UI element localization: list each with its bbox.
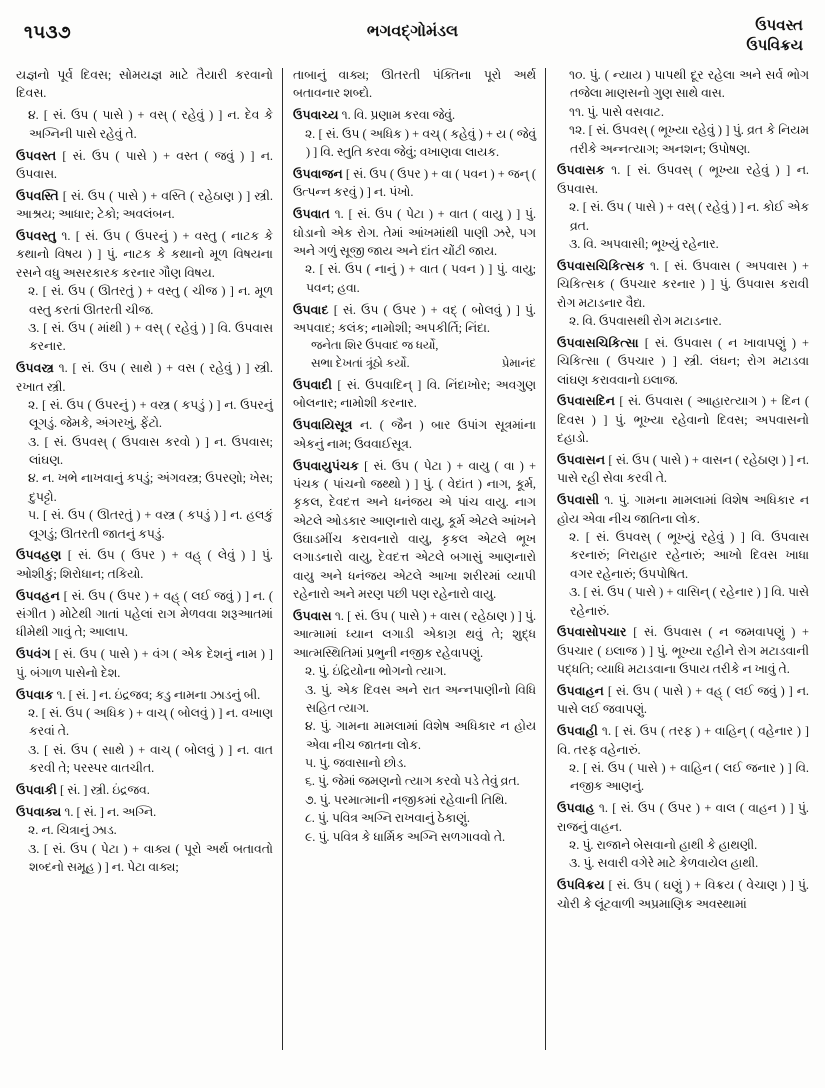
dictionary-entry: [557, 257, 809, 331]
entry-sense: ૩. [ સં. ઉપ ( પેટા ) + વાક્ય ( પૂરો અર્થ બતાવતો શબ્દનો સમૂહ ) ] ન. પેટા વાક્ય;: [28, 841, 273, 874]
entry-definition: [ સં. ઉપવાસ ( ન ખાવાપણું ) + ચિકિત્સા ( ઉપચાર ) ] સ્ત્રી. લંઘન; રોગ મટાડવા લાંઘણ કરાવવાનો ઇલાજ.: [557, 335, 809, 387]
entry-sense: ૩. [ સં. ઉપવસ્ ( ઉપવાસ કરવો ) ] ન. ઉપવાસ; લાંઘણ.: [28, 434, 273, 467]
entry-definition: [ સં. ઉપ ( ઉપર ) + વહ્ ( લઈ જવું ) ] ન. ( સંગીત ) મોટેથી ગાતાં પહેલાં રાગ મેળવવા શરૂઆતમાં ધીમેથી ગાવું તે; આલાપ.: [16, 588, 273, 640]
sense-group: [557, 66, 809, 158]
dictionary-entry: [293, 376, 536, 413]
entry-sense: ૪. પું. ગામના મામલામાં વિશેષ અધિકાર ન હોય એવા નીચ જાતના લોક.: [304, 719, 537, 752]
entry-first-line: [16, 227, 273, 282]
sense-group: [16, 106, 273, 143]
entry-continuation: [293, 66, 536, 103]
column-1: [16, 66, 282, 1076]
dictionary-entry: [16, 781, 273, 799]
dictionary-entry: [557, 876, 809, 913]
entry-first-line: [16, 686, 273, 704]
entry-definition: [ સં. ઉપ ( પેટા ) + વાયુ ( વા ) + પંચક ( પાંચનો જથ્થો ) ] પું. ( વેદાંત ) નાગ, કૂર્મ, કૃકલ, દેવદત્ત અને ધનંજય એ પાંચ વાયુ. નાગ એટલે ઓડકાર આણનારો વાયુ, કૂર્મ એટલે આંખને ઉઘાડમીંચ કરાવનારો વાયુ, કૃકલ એટલે ભૂખ લગાડનારો વાયુ, દેવદત્ત એટલે બગાસું આણનારો વાયુ અને ધનંજય એટલે આખા શરીરમાં વ્યાપી રહેનારો અને મરણ પછી પણ રહેનારો વાયુ.: [292, 458, 537, 602]
entry-first-line: [16, 147, 273, 184]
dictionary-entry: [293, 416, 536, 453]
entry-headword[interactable]: ઉપવાક: [16, 687, 54, 702]
entry-sense: ૨. [ સં. ઉપ ( અધિક ) + વચ્ ( કહેવું ) + ય ( જેવું ) ] વિ. સ્તુતિ કરવા જેવું; વખાણવા લાયક.: [304, 126, 537, 159]
entry-definition: [ સં. ઉપ ( ઉપર ) + વહ્ ( લેવું ) ] પું. ઓશીકું; શિરોધાન; તકિયો.: [16, 548, 273, 581]
entry-headword[interactable]: ઉપવાહ: [557, 801, 595, 816]
page-number: ૧૫૩૭: [24, 22, 72, 42]
entry-sense: ૬. પું. જેમાં જમણનો ત્યાગ કરવો પડે તેવું વ્રત.: [304, 774, 520, 789]
entry-headword[interactable]: ઉપવાચ્ય: [292, 108, 339, 123]
continuation-line: યજ્ઞનો પૂર્વ દિવસ; સોમયજ્ઞ માટે તૈયારી કરવાનો દિવસ.: [16, 68, 273, 101]
entry-headword[interactable]: ઉપવાહી: [557, 724, 599, 739]
entry-first-line: [16, 645, 273, 682]
dictionary-entry: [16, 359, 273, 543]
dictionary-entry: [557, 161, 809, 253]
dictionary-entry: [293, 106, 536, 161]
entry-first-line: [16, 187, 273, 224]
entry-sense: ૩. [ સં. ઉપ ( માંથી ) + વસ્ ( રહેવું ) ] વિ. ઉપવાસ કરનાર.: [28, 320, 273, 354]
dictionary-entry: [293, 607, 536, 846]
entry-headword[interactable]: ઉપવાત: [292, 207, 330, 222]
entry-sense: ૨. વિ. ઉપવાસથી રોગ મટાડનાર.: [569, 313, 722, 328]
entry-sense: ૨. [ સં. ઉપ ( અધિક ) + વાચ્ ( બોલવું ) ] ન. વખાણ કરવાં તે.: [28, 705, 273, 739]
entry-definition: [ સં. ઉપ ( પાસે ) + વંગ ( એક દેશનું નામ ) ] પું. બંગાળ પાસેનો દેશ.: [16, 647, 273, 680]
entry-definition: [ સં. ઉપ ( પાસે ) + વહ્ ( લઈ જવું ) ] ન. પાસે લઈ જવાપણું.: [557, 684, 809, 717]
entry-headword[interactable]: ઉપવાસી: [557, 493, 600, 508]
dictionary-entry: [293, 457, 536, 604]
dictionary-entry: [16, 147, 273, 184]
column-3: [546, 66, 809, 1076]
dictionary-entry: [16, 227, 273, 356]
entry-sense: ૭. પું. પરમાત્માની નજીકમાં રહેવાની તિથિ.: [304, 792, 508, 807]
entry-sense: ૨. [ સં. ઉપ ( ઊતરતું ) + વસ્તુ ( ચીજ ) ] ન. મૂળ વસ્તુ કરતાં ઊતરતી ચીજ.: [28, 284, 273, 317]
entry-first-line: [293, 106, 536, 124]
entry-citation: [293, 337, 536, 372]
entry-sense: ૪. ન. ખભે નાખવાનું કપડું; અંગવસ્ત્ર; ઉપરણો; ખેસ; દુપટ્ટો.: [28, 471, 273, 504]
entry-definition: ૧. [ સં. ] ન. ઇંદ્રજવ; કડુ નામના ઝાડનું બી.: [53, 687, 261, 702]
entry-first-line: [16, 587, 273, 642]
entry-first-line: [557, 623, 809, 678]
entry-sense: ૨. પું. રાજાને બેસવાનો હાથી કે હાથણી.: [569, 838, 758, 852]
entry-first-line: [293, 416, 536, 453]
entry-headword[interactable]: ઉપવાસચિકિત્સક: [557, 258, 645, 273]
entry-continuation: [16, 66, 273, 103]
dictionary-entry: [557, 722, 809, 796]
entry-headword[interactable]: ઉપવાસન: [557, 453, 606, 467]
book-title: ભગવદ્ગોમંડલ: [366, 23, 459, 40]
dictionary-entry: [16, 546, 273, 583]
entry-headword[interactable]: ઉપવાહન: [557, 684, 604, 698]
citation-line: સભા દેખતાં ત્રૂંઠો કર્યો. પ્રેમાનંદ: [311, 355, 536, 373]
entry-definition: ૧. [ સં. ઉપ ( ઉપર ) + વાલ ( વાહન ) ] પું. રાજનું વાહન.: [557, 801, 809, 834]
dictionary-entry: [557, 799, 809, 873]
dictionary-entry: [16, 187, 273, 224]
entry-first-line: [557, 876, 809, 913]
entry-first-line: [557, 392, 809, 447]
entry-sense: ૨. પું. ઇંદ્રિયોના ભોગનો ત્યાગ.: [304, 664, 447, 679]
dictionary-entry: [557, 334, 809, 389]
entry-first-line: [293, 376, 536, 413]
entry-first-line: [557, 491, 809, 528]
entry-definition: ન. ( જૈન ) બાર ઉપાંગ સૂત્રમાંના એકનું નામ; ઉવવાઈસૂત્ર.: [292, 418, 537, 451]
entry-first-line: [293, 607, 536, 662]
entry-first-line: [293, 205, 536, 260]
entry-first-line: [293, 301, 536, 338]
column-container: [16, 66, 809, 1076]
entry-first-line: [557, 722, 809, 759]
sense-line: ૧૧. પું. પાસે વસવાટ.: [569, 104, 664, 119]
dictionary-entry: [16, 686, 273, 778]
entry-first-line: [16, 803, 273, 821]
running-head: [16, 14, 809, 66]
dictionary-entry: [16, 645, 273, 682]
guide-word-first: ઉપવસ્ત: [755, 18, 803, 34]
dictionary-entry: [293, 205, 536, 297]
entry-definition: ૧. [ સં. ઉપ ( ઉપરનું ) + વસ્તુ ( નાટક કે કથાનો વિષય ) ] પું. નાટક કે કથાનો મૂળ વિષયના રસને વધુ અસરકારક કરનાર ગૌણ વિષય.: [16, 229, 273, 280]
entry-definition: ૧. પું. ગામના મામલામાં વિશેષ અધિકાર ન હોય એવા નીચ જાતિના લોક.: [557, 493, 809, 526]
dictionary-entry: [16, 587, 273, 642]
dictionary-entry: [293, 165, 536, 202]
citation-line: જનેતા શિર ઉપવાદ જ ધર્યો,: [310, 338, 439, 353]
entry-definition: ૧. [ સં. ઉપ ( પાસે ) + વાસ ( રહેઠાણ ) ] પું. આત્મામાં ધ્યાન લગાડી એકાગ્ર થવું તે; શુદ્ધ આત્મસ્થિતિમાં પ્રભુની નજીક રહેવાપણું.: [292, 609, 537, 660]
entry-headword[interactable]: ઉપવાક્ય: [16, 804, 62, 819]
entry-headword[interactable]: ઉપવિક્રય: [557, 878, 605, 893]
entry-sense: ૩. પું. એક દિવસ અને રાત અન્નપાણીનો વિધિ સહિત ત્યાગ.: [304, 682, 537, 715]
entry-first-line: [557, 257, 809, 312]
entry-definition: [ સં. ઉપ ( પાસે ) + વસ્તિ ( રહેઠાણ ) ] સ્ત્રી. આશ્રય; આધાર; ટેકો; અવલંબન.: [16, 188, 273, 222]
entry-sense: ૩. [ સં. ઉપ ( સાથે ) + વાચ્ ( બોલવું ) ] ન. વાત કરવી તે; પરસ્પર વાતચીત.: [28, 742, 273, 775]
entry-first-line: [293, 457, 536, 604]
entry-headword[interactable]: ઉપવહણ: [16, 548, 62, 563]
entry-headword[interactable]: ઉપવહન: [16, 588, 60, 603]
column-2: [283, 66, 545, 1076]
entry-sense: ૨. [ સં. ઉપ ( ઉપરનું ) + વસ્ત્ર ( કપડું ) ] ન. ઉપરનું લૂગડું. જેમકે, અંગરખું, ફેંટો.: [28, 397, 273, 431]
dictionary-entry: [16, 803, 273, 877]
entry-first-line: [557, 334, 809, 389]
dictionary-entry: [557, 451, 809, 488]
entry-headword[interactable]: ઉપવાજન: [292, 166, 343, 181]
entry-definition: ૧. [ સં. ઉપ ( તરફ ) + વાહિન્ ( વહેનાર ) ] વિ. તરફ વહેનારું.: [557, 724, 809, 757]
entry-headword[interactable]: ઉપવાદ: [292, 302, 329, 317]
entry-headword[interactable]: ઉપવાસચિકિત્સા: [557, 335, 639, 350]
sense-line: ૧૨. [ સં. ઉપવસ્ ( ભૂખ્યા રહેવું ) ] પું. વ્રત કે નિયમ તરીકે અન્નત્યાગ; અનશન; ઉપોષણ.: [569, 123, 809, 156]
guide-word-last: ઉપવિક્રય: [746, 38, 803, 55]
entry-headword[interactable]: ઉપવાસોપચાર: [557, 625, 627, 640]
entry-first-line: [293, 165, 536, 202]
entry-sense: ૫. પું. જવાસાનો છોડ.: [304, 756, 407, 770]
entry-definition: [ સં. ] સ્ત્રી. ઇંદ્રજવ.: [56, 782, 150, 797]
entry-sense: ૩. [ સં. ઉપ ( પાસે ) + વાસિન્ ( રહેનાર ) ] વિ. પાસે રહેનારું.: [569, 585, 809, 618]
entry-headword[interactable]: ઉપવાસક: [557, 163, 605, 178]
dictionary-entry: [557, 623, 809, 678]
entry-first-line: [557, 799, 809, 836]
dictionary-entry: [557, 491, 809, 620]
entry-sense: ૫. [ સં. ઉપ ( ઊતરતું ) + વસ્ત્ર ( કપડું ) ] ન. હલકું લૂગડું; ઊતરતી જાતનું કપડું.: [28, 508, 273, 541]
entry-definition: ૧. [ સં. ] ન. અગ્નિ.: [61, 804, 157, 819]
entry-definition: [ સં. ઉપ ( ઉપર ) + વા ( પવન ) + જન્ ( ઉત્પન્ન કરવું ) ] ન. પંખો.: [292, 166, 537, 200]
entry-first-line: [557, 161, 809, 198]
entry-definition: ૧. [ સં. ઉપ ( સાથે ) + વસ ( રહેવું ) ] સ્ત્રી. રખાત સ્ત્રી.: [16, 361, 273, 394]
entry-definition: [ સં. ઉપવાસ ( ન જમવાપણું ) + ઉપચાર ( ઇલાજ ) ] પું. ભૂખ્યા રહીને રોગ મટાડવાની પદ્ધતિ; વ્યાધિ મટાડવાના ઉપાય તરીકે ન ખાવું તે.: [557, 625, 809, 677]
entry-headword[interactable]: ઉપવાસદિન: [557, 394, 615, 409]
entry-sense: ૩. પું. સવારી વગેરે માટે કેળવાયેલ હાથી.: [569, 856, 759, 871]
entry-first-line: [557, 451, 809, 488]
entry-definition: [ સં. ઉપ ( પાસે ) + વાસન ( રહેઠાણ ) ] ન. પાસે રહી સેવા કરવી તે.: [557, 453, 809, 486]
entry-first-line: [16, 359, 273, 396]
entry-headword[interactable]: ઉપવાકી: [16, 782, 57, 797]
entry-headword[interactable]: ઉપવસ્તિ: [16, 188, 59, 203]
entry-definition: [ સં. ઉપ ( ઉપર ) + વદ્ ( બોલવું ) ] પું. અપવાદ; કલંક; નામોશી; અપકીર્તિ; નિંદા.: [292, 302, 537, 335]
entry-sense: ૨. ન. ચિત્રાનું ઝાડ.: [28, 823, 117, 838]
entry-headword[interactable]: ઉપવસ્તુ: [16, 229, 57, 243]
entry-sense: ૮. પું. પવિત્ર અગ્નિ રાખવાનું ઠેકાણું.: [304, 811, 470, 826]
entry-headword[interactable]: ઉપવસ્ત્ર: [16, 361, 54, 376]
entry-headword[interactable]: ઉપવાસ: [292, 609, 332, 623]
entry-sense: ૨. [ સં. ઉપ ( નાનું ) + વાત ( પવન ) ] પું. વાયુ; પવન; હવા.: [304, 262, 537, 295]
entry-first-line: [557, 682, 809, 719]
entry-headword[interactable]: ઉપવસ્ત: [16, 148, 57, 163]
guide-words: [746, 16, 803, 57]
entry-definition: ૧. [ સં. ઉપવાસ ( અપવાસ ) + ચિકિત્સક ( ઉપચાર કરનાર ) ] પું. ઉપવાસ કરાવી રોગ મટાડનાર વૈદ્ય.: [557, 258, 809, 310]
dictionary-entry: [557, 392, 809, 447]
entry-definition: ૧. [ સં. ઉપ ( પેટા ) + વાત ( વાયુ ) ] પું. ઘોડાનો એક રોગ. તેમાં આંખમાંથી પાણી ઝરે, પગ અને ગળું સૂજી જાય અને દાંત ચોંટી જાય.: [292, 207, 537, 258]
entry-definition: [ સં. ઉપવાદિન્ ] વિ. નિંદાખોર; અવગુણ બોલનાર; નામોશી કરનાર.: [292, 378, 537, 411]
entry-sense: ૨. [ સં. ઉપ ( પાસે ) + વાહિન ( લઈ જનાર ) ] વિ. નજીક આણનું.: [569, 761, 809, 794]
citation-attribution: પ્રેમાનંદ: [501, 355, 537, 370]
entry-sense: ૩. વિ. અપવાસી; ભૂખ્યું રહેનાર.: [569, 236, 719, 251]
entry-headword[interactable]: ઉપવાયુપંચક: [292, 458, 359, 473]
entry-headword[interactable]: ઉપવંગ: [16, 647, 51, 662]
dictionary-entry: [293, 301, 536, 373]
entry-headword[interactable]: ઉપવાદી: [292, 378, 333, 392]
entry-headword[interactable]: ઉપવાયિસૂત્ર: [292, 418, 353, 433]
entry-definition: ૧. વિ. પ્રણામ કરવા જેવું.: [338, 108, 456, 123]
sense-line: ૪. [ સં. ઉપ ( પાસે ) + વસ્ ( રહેવું ) ] ન. દેવ કે અગ્નિની પાસે રહેવું તે.: [28, 108, 273, 141]
entry-definition: ૧. [ સં. ઉપવસ્ ( ભૂખ્યા રહેવું ) ] ન. ઉપવાસ.: [557, 163, 809, 196]
entry-sense: ૨. [ સં. ઉપવસ્ ( ભૂખ્યું રહેવું ) ] વિ. ઉપવાસ કરનારું; નિરાહાર રહેનારું; આખો દિવસ ખાધા વગર રહેનારું; ઉપપોષિત.: [569, 530, 809, 581]
entry-sense: ૯. પું. પવિત્ર કે ધાર્મિક અગ્નિ સળગાવવો તે.: [304, 829, 506, 844]
entry-definition: [ સં. ઉપ ( પાસે ) + વસ્ત ( જવું ) ] ન. ઉપવાસ.: [16, 148, 273, 181]
entry-first-line: [16, 781, 273, 799]
sense-line: ૧૦. પું. ( ન્યાય ) પાપથી દૂર રહેલા અને સર્વ ભોગ તજેલા માણસનો ગુણ સાથે વાસ.: [569, 68, 809, 101]
entry-first-line: [16, 546, 273, 583]
entry-definition: [ સં. ઉપ ( ઘણું ) + વિક્રય ( વેચાણ ) ] પું. ચોરી કે લૂંટવાળી અપ્રમાણિક અવસ્થામાં: [557, 878, 809, 911]
continuation-line: તાબાનું વાક્ય; ઊતરતી પંક્તિના પૂરો અર્થ બતાવનાર શબ્દો.: [292, 68, 537, 101]
dictionary-entry: [557, 682, 809, 719]
entry-definition: [ સં. ઉપવાસ ( આહારત્યાગ ) + દિન ( દિવસ ) ] પું. ભૂખ્યા રહેવાનો દિવસ; અપવાસનો દહાડો.: [557, 394, 809, 446]
entry-sense: ૨. [ સં. ઉપ ( પાસે ) + વસ્ ( રહેવું ) ] ન. કોઈ એક વ્રત.: [569, 200, 809, 233]
